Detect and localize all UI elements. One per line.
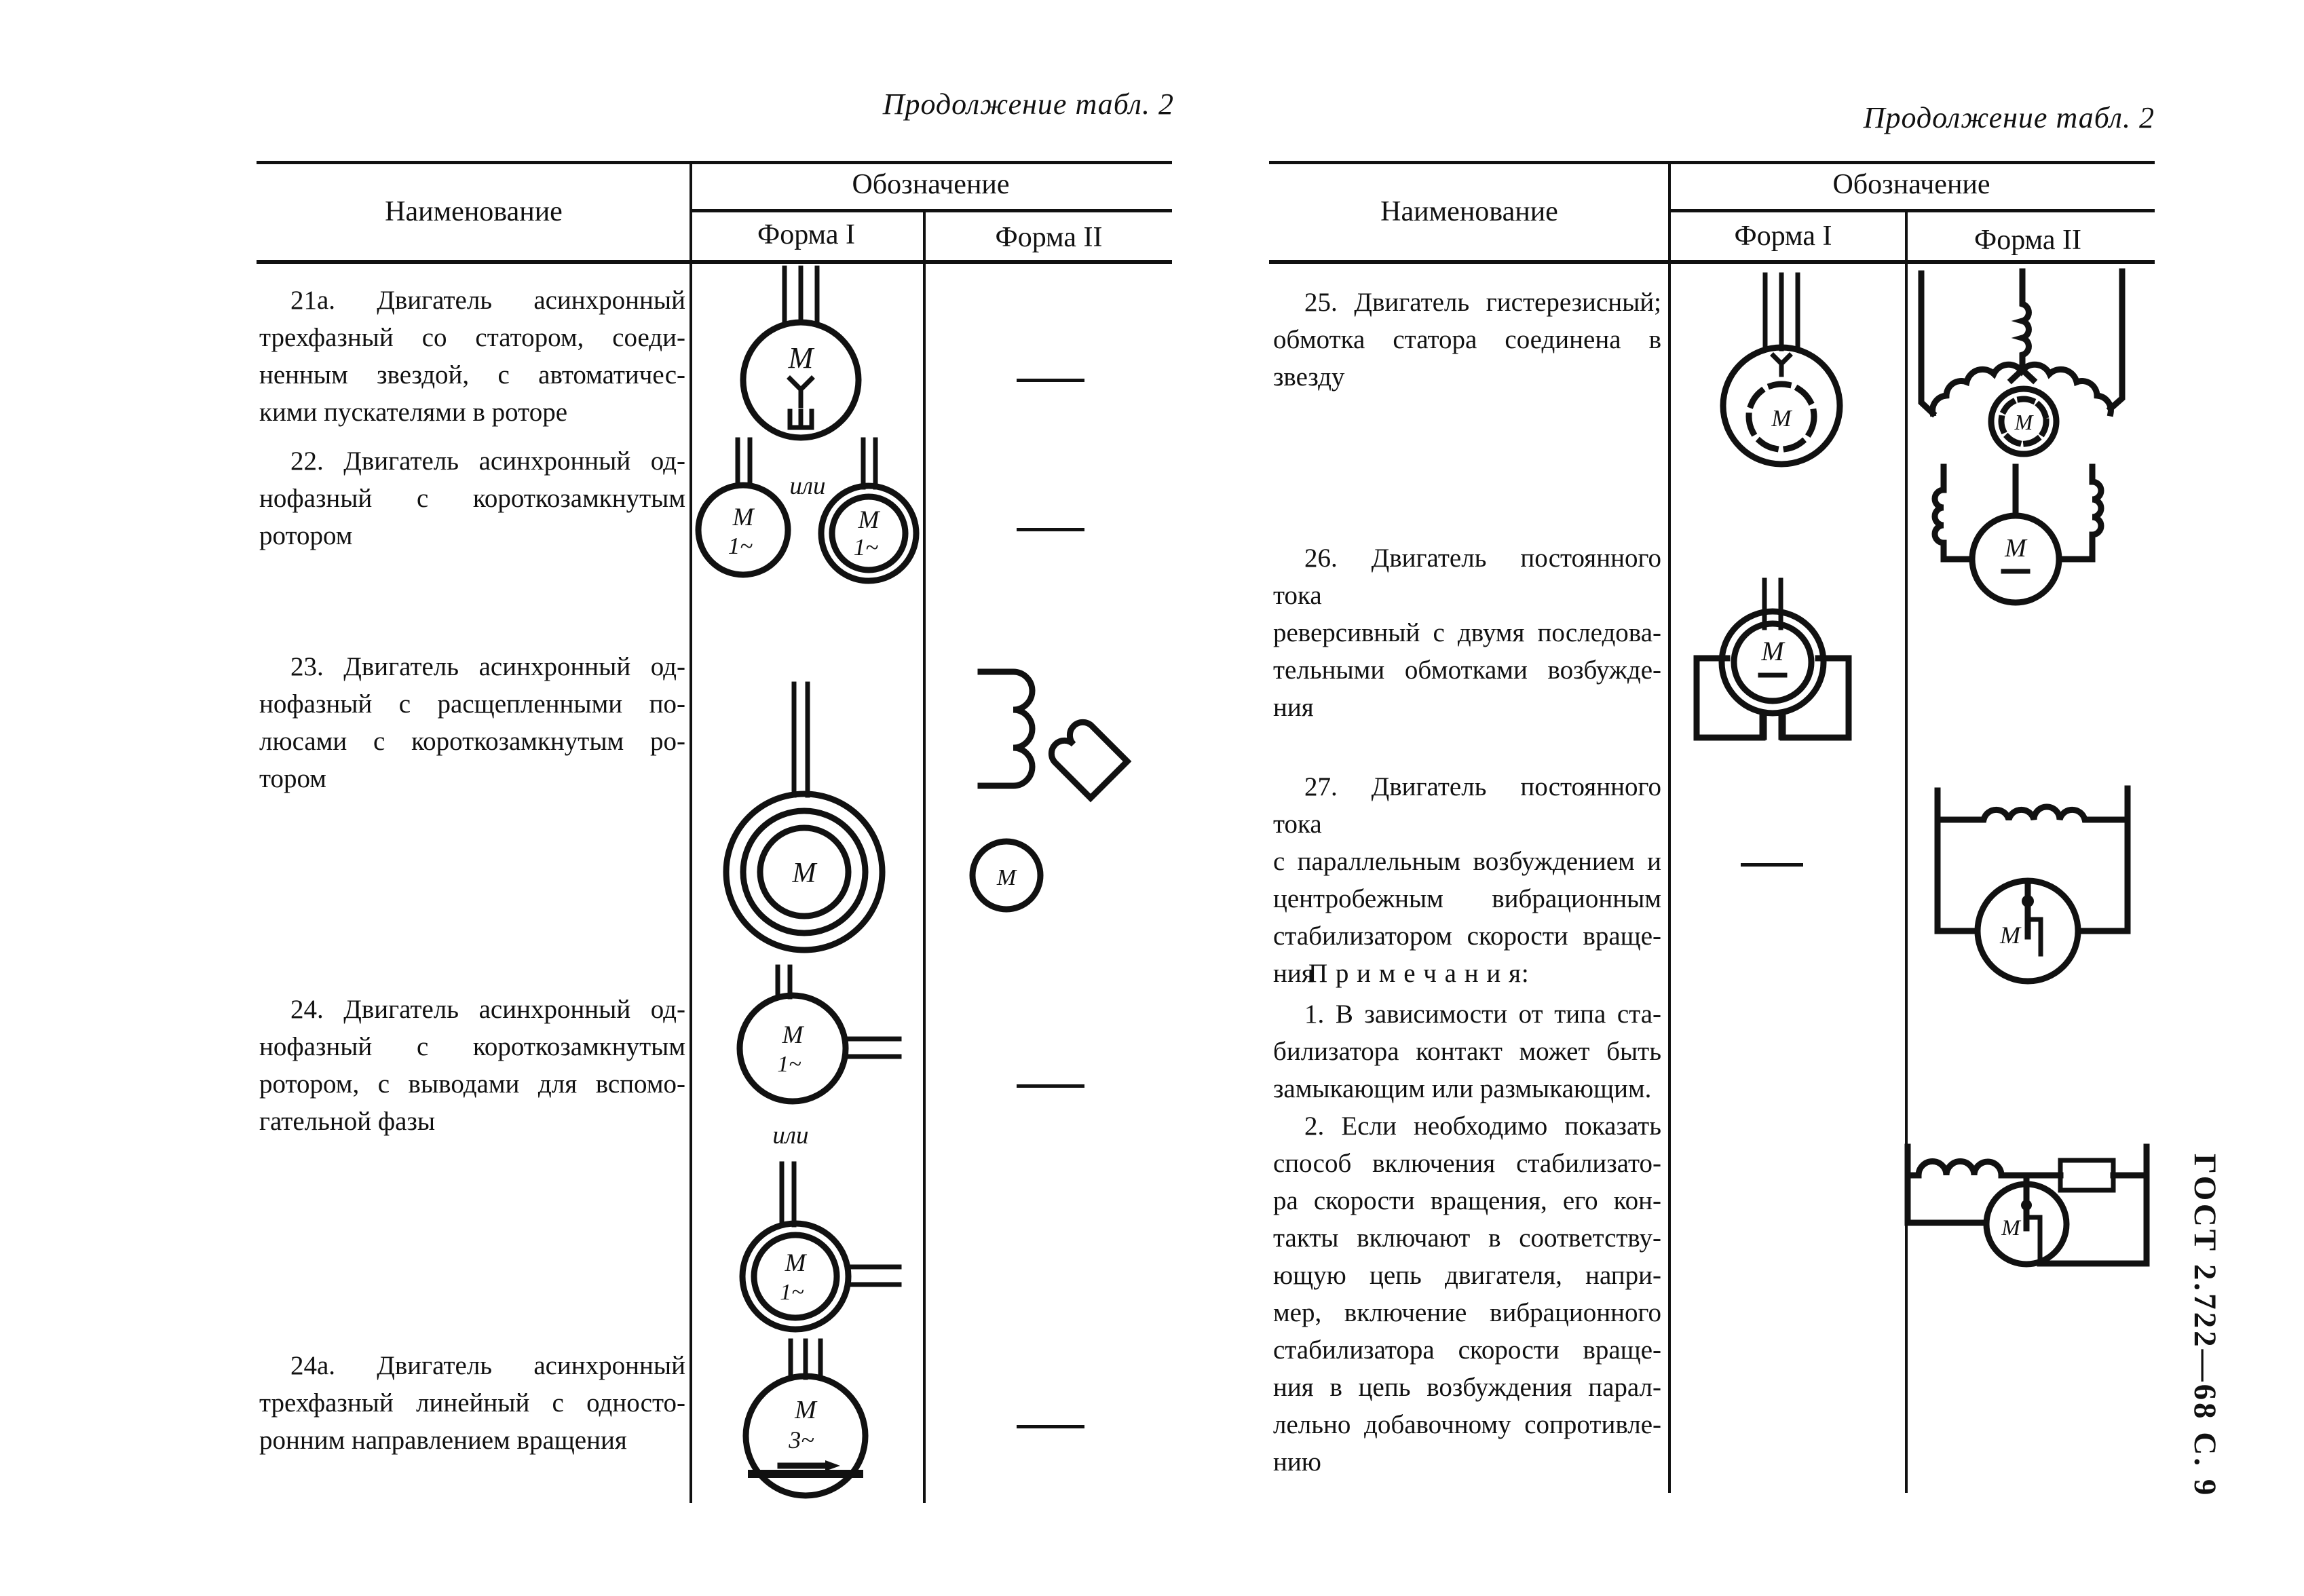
right-table-top-border [1269,161,2155,164]
row-27-text: 27. Двигатель постоянного тока с параллельным возбуждением и центробежным вибрационным стабилизатором скорости враще- ния [1273,772,1661,988]
svg-text:M: M [1761,636,1784,666]
symbol-24-form1-aux-phase-motor-icon [733,967,903,1103]
right-table-divider-2 [1905,209,1908,1493]
svg-text:M: M [996,865,1017,890]
right-col-form1-header: Форма I [1734,221,1832,252]
dash-22-form2 [1017,528,1084,531]
row-23-text: 23. Двигатель асинхронный од- нофазный с расщепленными по- люсами с короткозамкнутым ро- тором [259,652,685,793]
symbol-27-form2-stabilizer-motor-icon [1927,780,2138,984]
symbol-23-form2-coil-motor-splitpole-icon [953,651,1164,916]
svg-text:M: M [785,1249,806,1277]
svg-text:M: M [2001,1216,2020,1240]
svg-text:M: M [1771,405,1792,432]
notes-heading: П р и м е ч а н и я: [1308,959,1530,988]
left-col-designation-header: Обозначение [852,169,1010,200]
row-21a-text: 21а. Двигатель асинхронный трехфазный со статором, соеди- ненным звездой, с автоматичес- кими пускателями в роторе [259,286,685,427]
symbol-24-form1-aux-phase-motor-variant2-icon [733,1164,903,1340]
right-table-header-border [1269,260,2155,264]
right-col-name-header: Наименование [1380,196,1558,227]
svg-text:M: M [788,341,814,375]
svg-text:1~: 1~ [777,1052,801,1077]
row-22-text: 22. Двигатель асинхронный од- нофазный с короткозамкнутым ротором [259,446,685,550]
svg-text:M: M [795,1396,816,1424]
symbol-note2-stabilizer-resistor-circuit-icon [1900,1141,2155,1274]
left-table-divider-1 [690,161,692,1503]
right-table-divider-1 [1668,161,1671,1493]
right-page-continuation: Продолжение табл. 2 [1863,101,2155,134]
left-col-form1-header: Форма I [757,219,855,250]
left-page-continuation: Продолжение табл. 2 [882,88,1174,121]
note-1-text: 1. В зависимости от типа ста- билизатора контакт может быть замыкающим или размыкающим. [1273,1000,1661,1103]
right-col-form2-header: Форма II [1974,225,2081,256]
row-24-text: 24. Двигатель асинхронный од- нофазный с короткозамкнутым ротором, с выводами для вспомо- гательной фазы [259,995,685,1136]
symbol-25-form2-hysteresis-motor-icon [1908,268,2132,465]
row-26-text: 26. Двигатель постоянного тока реверсивный с двумя последова- тельными обмотками возбужде- ния [1273,544,1661,722]
symbol-26-form1-dc-reversible-motor-icon [1688,580,1858,746]
row-24a-text: 24а. Двигатель асинхронный трехфазный линейный с односто- ронним направлением вращения [259,1351,685,1455]
svg-text:M: M [2000,922,2020,949]
symbol-24a-form1-linear-motor-icon [733,1335,886,1505]
svg-text:M: M [2005,534,2026,563]
gost-standard-stamp: ГОСТ 2.722—68 С. 9 [2187,1154,2223,1498]
dash-27-form1 [1741,863,1803,867]
dash-24-form2 [1017,1084,1084,1088]
or-label-row22: или [789,472,826,500]
svg-text:M: M [2014,410,2033,434]
svg-text:M: M [732,504,754,531]
symbol-23-form1-split-pole-motor-icon [723,679,886,957]
left-col-name-header: Наименование [385,196,563,227]
row-25-text: 25. Двигатель гистерезисный; обмотка статора соединена в звезду [1273,288,1661,392]
left-table-designation-border [690,209,1172,212]
symbol-26-form2-dc-reversible-motor-icon [1929,460,2109,623]
left-table-header-border [257,260,1172,264]
right-col-designation-header: Обозначение [1832,169,1990,200]
svg-text:1~: 1~ [853,534,879,560]
symbol-25-form1-hysteresis-motor-icon [1717,271,1846,475]
left-col-form2-header: Форма II [995,222,1103,253]
left-table-divider-2 [923,209,926,1503]
symbol-21a-form1-motor-star-rotor-starters-icon [733,265,869,461]
symbol-22-form1-single-phase-motor-icon [689,434,930,584]
svg-text:M: M [858,506,880,534]
svg-text:M: M [792,858,816,889]
right-table-designation-border [1668,209,2155,212]
or-label-row24: или [772,1122,809,1150]
svg-text:1~: 1~ [728,533,753,559]
dash-24a-form2 [1017,1425,1084,1428]
svg-text:3~: 3~ [789,1426,814,1454]
dash-21a-form2 [1017,379,1084,382]
note-2-text: 2. Если необходимо показать способ включения стабилизато- ра скорости вращения, его кон- такты включают в соответству- ющую цепь двигателя, напри- мер, включение вибрационного стабилизатора скорости враще- ния в цепь возбуждения парал- лельно добавочному сопротивле- нию [1273,1112,1661,1477]
svg-text:M: M [782,1021,804,1049]
svg-text:1~: 1~ [780,1280,804,1305]
left-table-top-border [257,161,1172,164]
